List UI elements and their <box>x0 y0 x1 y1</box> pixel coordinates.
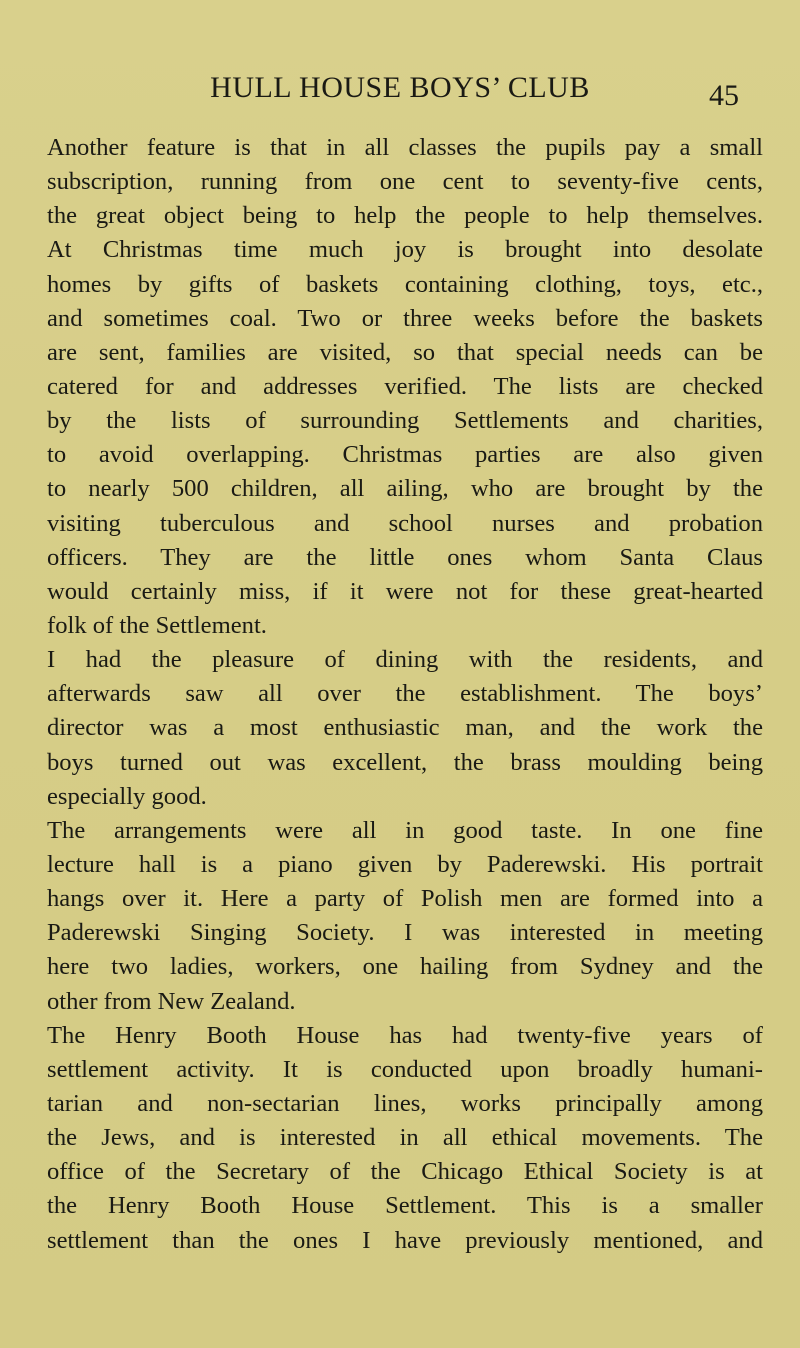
text-line: The Henry Booth House has had twenty-five years of <box>47 1021 763 1049</box>
text-line: settlement activity. It is conducted upon broadly humani- <box>47 1055 763 1083</box>
text-line: office of the Secretary of the Chicago Ethical Society is at <box>47 1158 763 1186</box>
text-line: visiting tuberculous and school nurses and probation <box>47 509 763 537</box>
text-line: director was a most enthusiastic man, and the work the <box>47 714 763 742</box>
text-line: homes by gifts of baskets containing clothing, toys, etc., <box>47 270 763 298</box>
text-line: Paderewski Singing Society. I was interested in meeting <box>47 919 763 947</box>
text-line: by the lists of surrounding Settlements and charities, <box>47 407 763 435</box>
text-line: officers. They are the little ones whom Santa Claus <box>47 543 763 571</box>
text-line: folk of the Settlement. <box>47 611 267 639</box>
text-line: would certainly miss, if it were not for these great-hearted <box>47 577 763 605</box>
text-line: catered for and addresses verified. The lists are checked <box>47 372 763 400</box>
text-line: are sent, families are visited, so that special needs can be <box>47 338 763 366</box>
text-line: the Henry Booth House Settlement. This is a smaller <box>47 1192 763 1220</box>
body-text <box>47 131 763 1258</box>
text-line: boys turned out was excellent, the brass moulding being <box>47 748 763 776</box>
text-line: lecture hall is a piano given by Paderewski. His portrait <box>47 850 763 878</box>
text-line: the great object being to help the people to help themselves. <box>47 202 763 230</box>
running-head <box>0 68 800 112</box>
text-line: settlement than the ones I have previously mentioned, and <box>47 1226 763 1254</box>
text-line: and sometimes coal. Two or three weeks before the baskets <box>47 304 763 332</box>
text-line: to nearly 500 children, all ailing, who are brought by the <box>47 475 763 503</box>
text-line: other from New Zealand. <box>47 987 296 1015</box>
text-line: afterwards saw all over the establishment. The boys’ <box>47 680 763 708</box>
page-number: 45 <box>709 79 739 112</box>
text-line: here two ladies, workers, one hailing from Sydney and the <box>47 953 763 981</box>
text-line: the Jews, and is interested in all ethical movements. The <box>47 1124 763 1152</box>
running-title: HULL HOUSE BOYS’ CLUB <box>210 71 590 104</box>
text-line: At Christmas time much joy is brought into desolate <box>47 236 763 264</box>
text-line: The arrangements were all in good taste. In one fine <box>47 816 763 844</box>
text-line: to avoid overlapping. Christmas parties are also given <box>47 441 763 469</box>
text-line: subscription, running from one cent to seventy-five cents, <box>47 168 763 196</box>
text-line: tarian and non-sectarian lines, works principally among <box>47 1089 763 1117</box>
text-line: especially good. <box>47 782 207 810</box>
text-line: hangs over it. Here a party of Polish men are formed into a <box>47 885 763 913</box>
text-line: I had the pleasure of dining with the residents, and <box>47 646 763 674</box>
text-line: Another feature is that in all classes the pupils pay a small <box>47 134 763 161</box>
